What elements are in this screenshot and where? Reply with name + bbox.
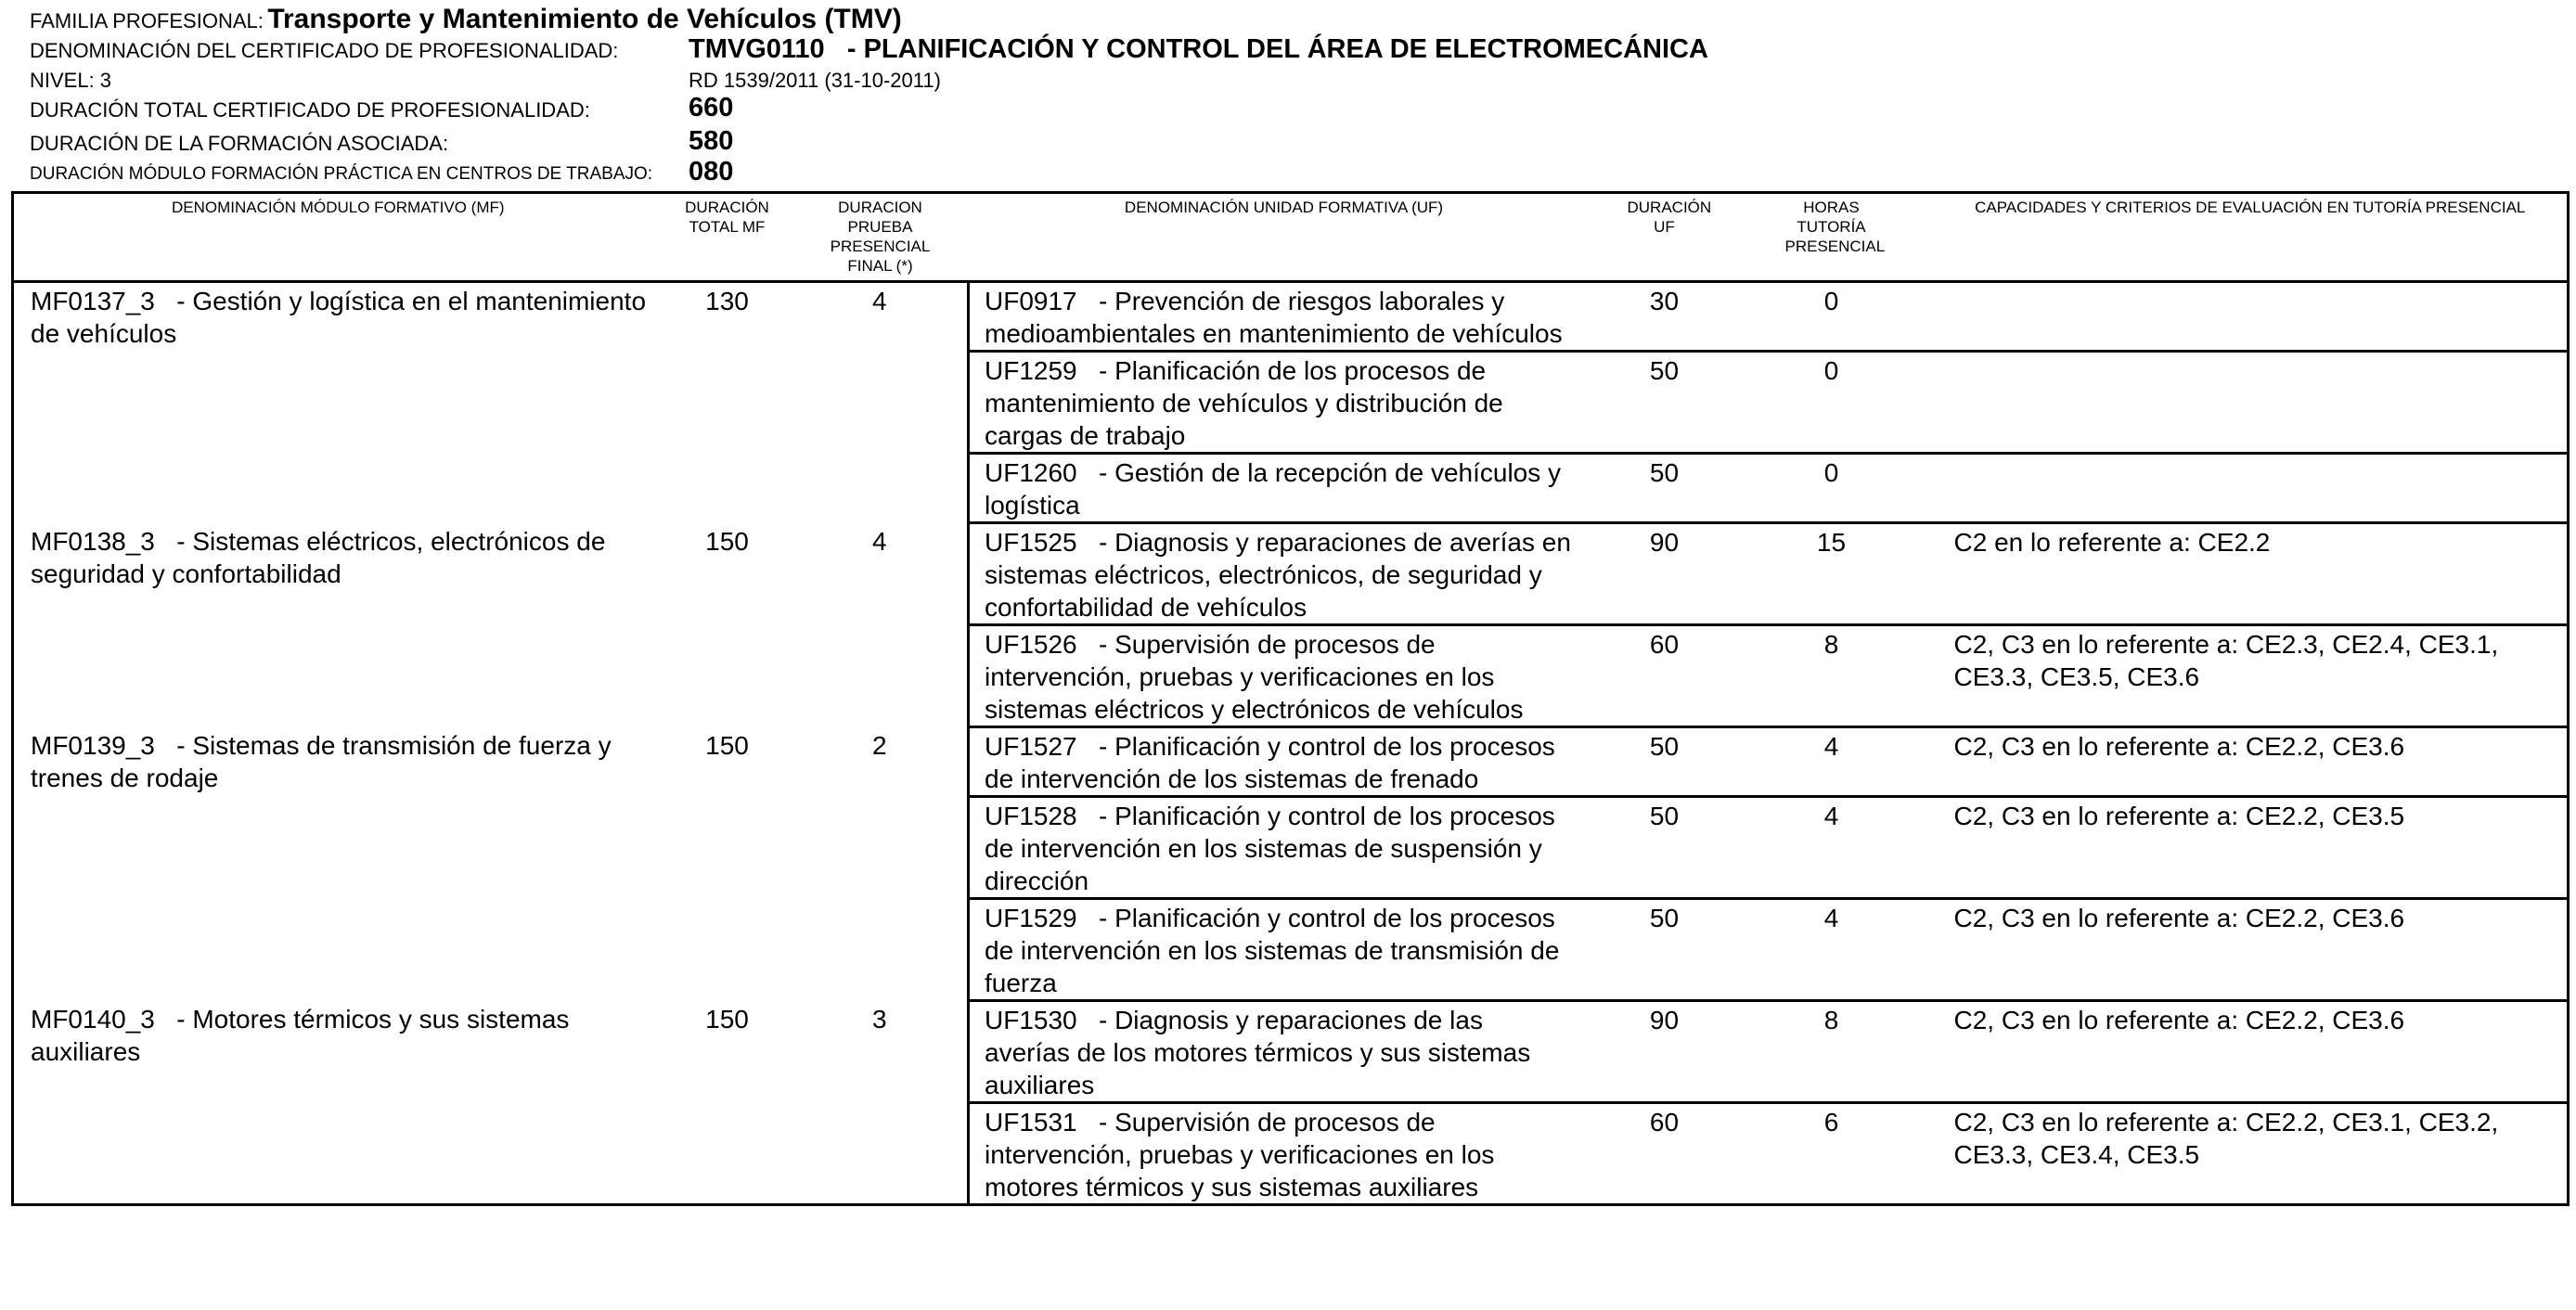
- nivel-row: [30, 69, 941, 93]
- denominacion-row: [30, 34, 1708, 64]
- module-name: - Sistemas eléctricos, electrónicos de seguridad y confortabilidad: [31, 526, 606, 588]
- unit-name-cell: [969, 282, 1600, 352]
- col-header-prueba: DURACION PRUEBA PRESENCIAL FINAL (*): [792, 193, 969, 282]
- duracion-formacion-value: 580: [689, 126, 734, 156]
- unit-code: UF1259: [985, 356, 1077, 385]
- unit-code: UF1526: [985, 630, 1077, 659]
- certificado-title: [689, 34, 1708, 65]
- unit-horas: 0: [1730, 282, 1934, 352]
- unit-capacidades: [1934, 282, 2569, 352]
- unit-name-cell: [969, 1103, 1600, 1205]
- familia-row: [30, 4, 902, 35]
- module-duracion: 130: [705, 287, 749, 315]
- unit-duracion: 60: [1600, 1103, 1730, 1205]
- unit-name-cell: [969, 797, 1600, 899]
- unit-duracion: 50: [1600, 352, 1730, 454]
- duracion-total-row: [30, 93, 734, 122]
- unit-name-cell: [969, 352, 1600, 454]
- table-header: [13, 193, 2569, 282]
- unit-capacidades: [1934, 454, 2569, 523]
- module-code: MF0137_3: [31, 287, 155, 315]
- table-row: [13, 727, 2569, 797]
- unit-code: UF1529: [985, 904, 1077, 932]
- unit-name: - Prevención de riesgos laborales y medioambientales en mantenimiento de vehículos: [985, 287, 1563, 348]
- unit-horas: 4: [1730, 899, 1934, 1001]
- unit-horas: 8: [1730, 625, 1934, 727]
- module-prueba: 4: [871, 287, 887, 315]
- unit-name-cell: [969, 1001, 1600, 1103]
- col-header-dur-uf: DURACIÓN UF: [1600, 193, 1730, 282]
- module-name-cell: [13, 1001, 663, 1205]
- unit-capacidades: C2, C3 en lo referente a: CE2.2, CE3.6: [1934, 727, 2569, 797]
- col-header-dur-mf: DURACIÓN TOTAL MF: [663, 193, 792, 282]
- unit-capacidades: C2, C3 en lo referente a: CE2.2, CE3.5: [1934, 797, 2569, 899]
- unit-name: - Gestión de la recepción de vehículos y logística: [985, 458, 1562, 520]
- nivel-label: NIVEL: 3: [30, 69, 112, 92]
- unit-duracion: 50: [1600, 797, 1730, 899]
- unit-horas: 15: [1730, 523, 1934, 625]
- unit-name: - Supervisión de procesos de intervención, pruebas y verificaciones en los motores térmicos y sus sistemas auxiliares: [985, 1108, 1495, 1201]
- col-header-uf: DENOMINACIÓN UNIDAD FORMATIVA (UF): [969, 193, 1600, 282]
- unit-name: - Planificación y control de los procesos de intervención en los sistemas de transmisión de fuerza: [985, 904, 1560, 997]
- table-body: [13, 282, 2569, 1205]
- table-row: [13, 523, 2569, 625]
- unit-code: UF1531: [985, 1108, 1077, 1137]
- unit-capacidades: C2, C3 en lo referente a: CE2.2, CE3.6: [1934, 899, 2569, 1001]
- col-header-mf: DENOMINACIÓN MÓDULO FORMATIVO (MF): [13, 193, 663, 282]
- module-code: MF0138_3: [31, 526, 155, 556]
- unit-name-cell: [969, 727, 1600, 797]
- unit-code: UF0917: [985, 287, 1077, 315]
- duracion-practica-value: 080: [689, 157, 734, 186]
- unit-capacidades: C2 en lo referente a: CE2.2: [1934, 523, 2569, 625]
- module-prueba: 2: [871, 730, 887, 760]
- unit-horas: 0: [1730, 352, 1934, 454]
- table-row: [13, 282, 2569, 352]
- module-name-cell: [13, 282, 663, 523]
- unit-capacidades: C2, C3 en lo referente a: CE2.3, CE2.4, CE3.1, CE3.3, CE3.5, CE3.6: [1934, 625, 2569, 727]
- unit-duracion: 50: [1600, 454, 1730, 523]
- module-duracion: 150: [705, 526, 749, 556]
- module-duracion: 150: [705, 730, 749, 760]
- module-code: MF0140_3: [31, 1004, 155, 1034]
- unit-name: - Planificación y control de los procesos de intervención de los sistemas de frenado: [985, 732, 1555, 793]
- unit-code: UF1525: [985, 528, 1077, 557]
- unit-name: - Diagnosis y reparaciones de averías en sistemas eléctricos, electrónicos, de seguridad y confortabilidad de vehículos: [985, 528, 1571, 622]
- unit-duracion: 90: [1600, 1001, 1730, 1103]
- unit-code: UF1527: [985, 732, 1077, 761]
- rd-text: RD 1539/2011 (31-10-2011): [689, 69, 941, 92]
- table-row: [13, 1001, 2569, 1103]
- denominacion-label: DENOMINACIÓN DEL CERTIFICADO DE PROFESIONALIDAD:: [30, 39, 619, 62]
- duracion-formacion-label: DURACIÓN DE LA FORMACIÓN ASOCIADA:: [30, 132, 449, 155]
- unit-name-cell: [969, 899, 1600, 1001]
- modules-table: [11, 191, 2570, 1206]
- module-prueba: 3: [871, 1004, 887, 1034]
- duracion-practica-row: [30, 157, 734, 186]
- unit-capacidades: [1934, 352, 2569, 454]
- unit-code: UF1530: [985, 1006, 1077, 1034]
- col-header-capacidades: CAPACIDADES Y CRITERIOS DE EVALUACIÓN EN TUTORÍA PRESENCIAL: [1934, 193, 2569, 282]
- unit-duracion: 60: [1600, 625, 1730, 727]
- module-prueba: 4: [871, 526, 887, 556]
- familia-label: FAMILIA PROFESIONAL:: [30, 9, 264, 32]
- module-name: - Motores térmicos y sus sistemas auxiliares: [31, 1004, 570, 1066]
- unit-name-cell: [969, 454, 1600, 523]
- module-code: MF0139_3: [31, 730, 155, 760]
- duracion-total-value: 660: [689, 93, 734, 122]
- unit-code: UF1260: [985, 458, 1077, 487]
- unit-capacidades: C2, C3 en lo referente a: CE2.2, CE3.6: [1934, 1001, 2569, 1103]
- module-name: - Gestión y logística en el mantenimiento de vehículos: [31, 287, 647, 348]
- unit-duracion: 30: [1600, 282, 1730, 352]
- unit-duracion: 50: [1600, 727, 1730, 797]
- unit-horas: 4: [1730, 727, 1934, 797]
- unit-horas: 0: [1730, 454, 1934, 523]
- unit-name: - Diagnosis y reparaciones de las averías de los motores térmicos y sus sistemas auxiliares: [985, 1006, 1531, 1099]
- familia-value: Transporte y Mantenimiento de Vehículos (TMV): [267, 4, 902, 34]
- module-name-cell: [13, 523, 663, 727]
- unit-capacidades: C2, C3 en lo referente a: CE2.2, CE3.1, CE3.2, CE3.3, CE3.4, CE3.5: [1934, 1103, 2569, 1205]
- unit-name-cell: [969, 625, 1600, 727]
- unit-duracion: 50: [1600, 899, 1730, 1001]
- unit-name: - Planificación de los procesos de mantenimiento de vehículos y distribución de cargas de trabajo: [985, 356, 1503, 450]
- module-name: - Sistemas de transmisión de fuerza y trenes de rodaje: [31, 730, 612, 792]
- unit-name: - Supervisión de procesos de intervención, pruebas y verificaciones en los sistemas eléctricos y electrónicos de vehículos: [985, 630, 1524, 724]
- unit-horas: 6: [1730, 1103, 1934, 1205]
- module-name-cell: [13, 727, 663, 1001]
- unit-horas: 4: [1730, 797, 1934, 899]
- duracion-total-label: DURACIÓN TOTAL CERTIFICADO DE PROFESIONALIDAD:: [30, 98, 590, 122]
- duracion-practica-label: DURACIÓN MÓDULO FORMACIÓN PRÁCTICA EN CENTROS DE TRABAJO:: [30, 164, 653, 184]
- certificado-name: - PLANIFICACIÓN Y CONTROL DEL ÁREA DE ELECTROMECÁNICA: [846, 34, 1708, 64]
- duracion-formacion-row: [30, 126, 734, 156]
- module-duracion: 150: [705, 1004, 749, 1034]
- unit-horas: 8: [1730, 1001, 1934, 1103]
- certificado-code: TMVG0110: [689, 34, 825, 64]
- col-header-horas: HORAS TUTORÍA PRESENCIAL: [1730, 193, 1934, 282]
- unit-duracion: 90: [1600, 523, 1730, 625]
- unit-code: UF1528: [985, 802, 1077, 830]
- unit-name-cell: [969, 523, 1600, 625]
- unit-name: - Planificación y control de los procesos de intervención en los sistemas de suspensión y dirección: [985, 802, 1555, 895]
